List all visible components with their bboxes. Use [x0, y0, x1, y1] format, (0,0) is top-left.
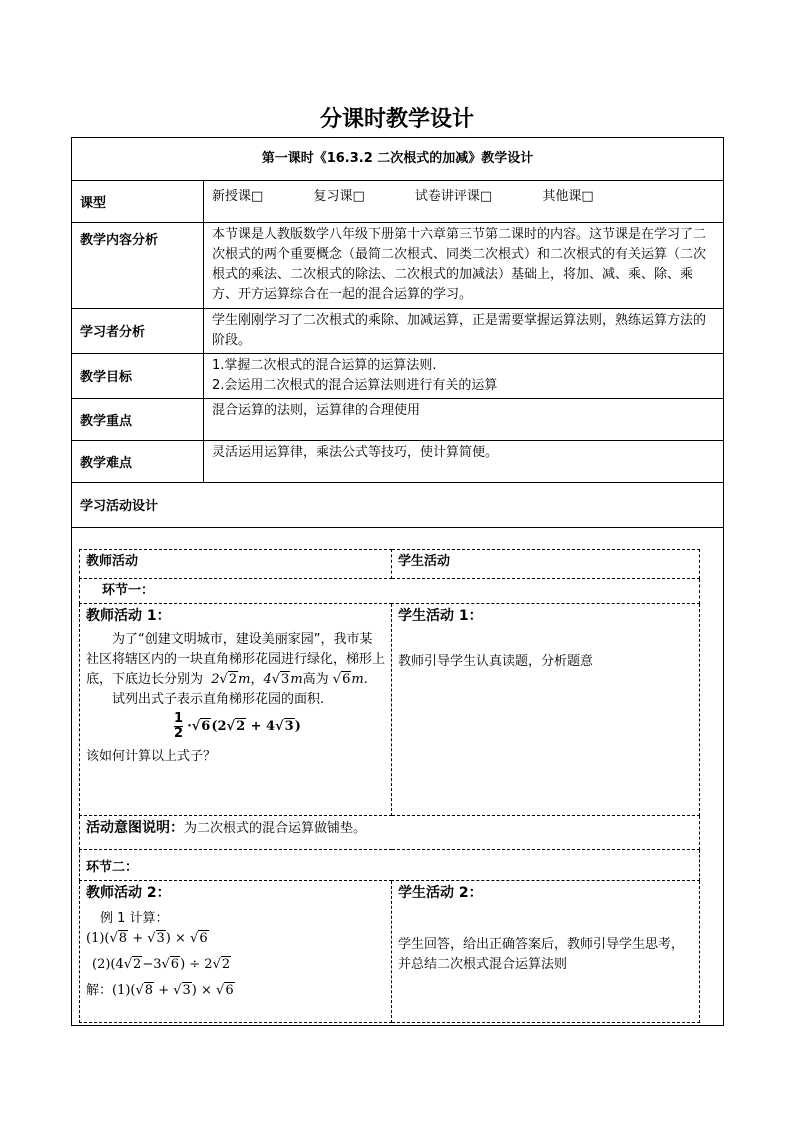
solution-line: 解：(1)(√8 + √3) × √6	[86, 983, 234, 998]
upper-base-math: 2√2m	[207, 672, 251, 687]
page-title: 分课时教学设计	[319, 107, 474, 132]
student-activity-2-text: 学生回答，给出正确答案后，教师引导学生思考，并总结二次根式混合运算法则	[398, 937, 685, 972]
student-activity-header: 学生活动	[392, 550, 700, 579]
student-activity-2	[392, 881, 700, 1023]
learner-analysis-label: 学习者分析	[72, 309, 204, 354]
lesson-design-table	[71, 137, 724, 1026]
problem-text: 为了“创建文明城市，建设美丽家园”，我市某社区将辖区内的一块直角梯形花园进行绿化，梯形上底，下底边长分别为	[86, 632, 386, 687]
activity-intent-label: 活动意图说明：	[86, 820, 184, 836]
objectives-list	[204, 354, 724, 399]
difficulties-label: 教学难点	[72, 441, 204, 483]
objectives-label: 教学目标	[72, 354, 204, 399]
student-activity-1-title: 学生活动 1：	[398, 608, 483, 624]
teacher-activity-1-ask: 试列出式子表示直角梯形花园的面积.	[112, 692, 325, 707]
teacher-activity-1-problem: 为了“创建文明城市，建设美丽家园”，我市某社区将辖区内的一块直角梯形花园进行绿化，梯形上底，下底边长分别为 2√2m，4√3m高为 √6m.	[86, 632, 386, 687]
example-label: 例 1 计算：	[100, 911, 169, 926]
activity-table	[79, 549, 700, 1023]
section-one-label: 环节一：	[80, 579, 700, 604]
lower-base-math: 4√3m	[263, 672, 303, 687]
student-activity-1	[392, 604, 700, 816]
teacher-activity-2-title: 教师活动 2：	[86, 885, 171, 901]
activity-intent	[80, 816, 700, 850]
option-new[interactable]: 新授课□	[212, 189, 264, 204]
half-fraction: $\frac{1}{2}$	[174, 711, 184, 741]
height-label: 高为	[302, 672, 329, 687]
content-analysis-label: 教学内容分析	[72, 223, 204, 309]
teacher-activity-2	[80, 881, 392, 1023]
option-exam-review[interactable]: 试卷讲评课□	[414, 189, 493, 204]
course-type-options	[204, 181, 724, 223]
teacher-activity-header: 教师活动	[80, 550, 392, 579]
activity-intent-text: 为二次根式的混合运算做铺垫。	[184, 821, 367, 836]
teacher-activity-1	[80, 604, 392, 816]
course-type-label: 课型	[72, 181, 204, 223]
objective-item: 1.掌握二次根式的混合运算的运算法则.	[212, 358, 437, 373]
key-points-text: 混合运算的法则，运算律的合理使用	[204, 399, 724, 441]
teacher-activity-1-title: 教师活动 1：	[86, 608, 171, 624]
content-analysis-text: 本节课是人教版数学八年级下册第十六章第三节第二课时的内容。这节课是在学习了二次根式的两个重要概念（最简二次根式、同类二次根式）和二次根式的有关运算（二次根式的乘法、二次根式的除法、二次根式的加减法）基础上，将加、减、乘、除、乘方、开方运算综合在一起的混合运算的学习。	[204, 223, 724, 309]
learner-analysis-text: 学生刚刚学习了二次根式的乘除、加减运算，正是需要掌握运算法则，熟练运算方法的阶段。	[204, 309, 724, 354]
activity-design-area	[72, 528, 724, 1026]
lesson-title: 第一课时《16.3.2 二次根式的加减》教学设计	[72, 138, 724, 181]
teacher-activity-1-question: 该如何计算以上式子？	[86, 749, 217, 764]
area-formula: $\frac{1}{2}$ ·√6(2√2 + 4√3)	[174, 711, 301, 741]
objective-item: 2.会运用二次根式的混合运算法则进行有关的运算	[212, 378, 498, 393]
height-math: √6m.	[332, 672, 368, 687]
student-activity-1-text: 教师引导学生认真读题，分析题意	[398, 654, 594, 669]
example-item-1: (1)(√8 + √3) × √6	[86, 931, 208, 946]
example-item-2: (2)(4√2−3√6) ÷ 2√2	[92, 957, 231, 972]
option-review[interactable]: 复习课□	[313, 189, 365, 204]
section-two-label: 环节二：	[80, 850, 700, 881]
option-other[interactable]: 其他课□	[542, 189, 594, 204]
student-activity-2-title: 学生活动 2：	[398, 885, 483, 901]
activity-design-label: 学习活动设计	[72, 483, 724, 528]
difficulties-text: 灵活运用运算律，乘法公式等技巧，使计算简便。	[204, 441, 724, 483]
key-points-label: 教学重点	[72, 399, 204, 441]
